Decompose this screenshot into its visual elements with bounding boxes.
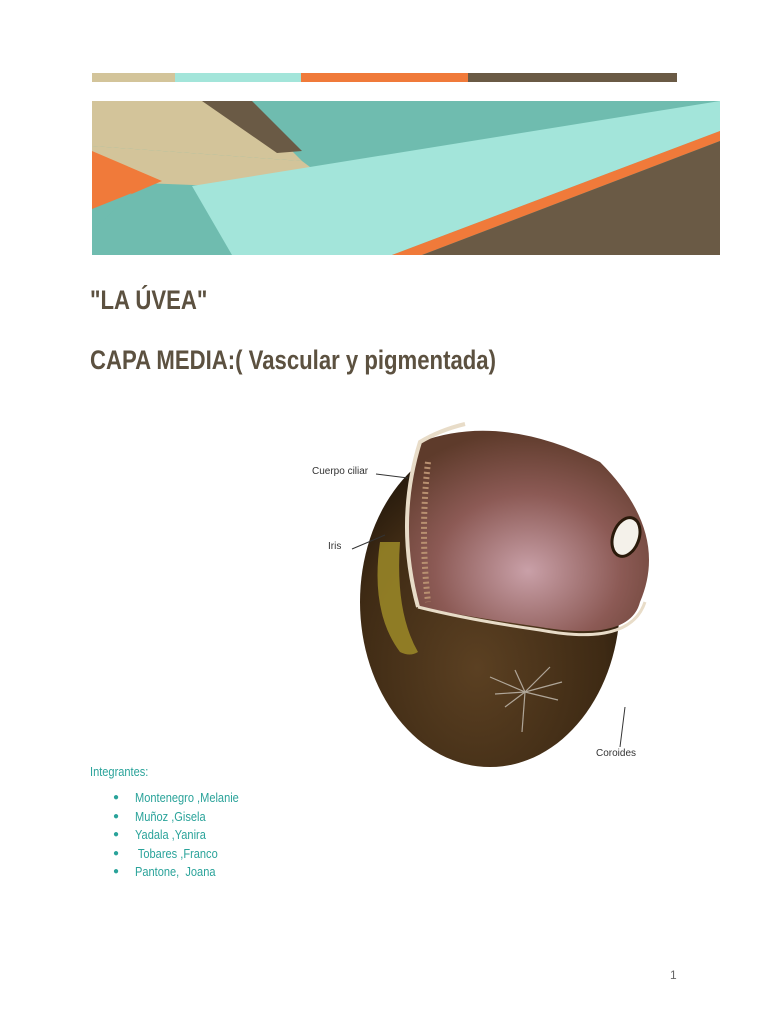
header-banner bbox=[92, 101, 720, 255]
label-iris: Iris bbox=[328, 541, 342, 552]
list-item: ● Pantone, Joana bbox=[113, 863, 257, 882]
members-list bbox=[113, 789, 257, 882]
list-item: ● Montenegro ,Melanie bbox=[113, 789, 257, 808]
bullet-icon: ● bbox=[113, 792, 120, 803]
bullet-icon: ● bbox=[113, 810, 120, 822]
bullet-icon: ● bbox=[113, 866, 120, 877]
stripe-brown bbox=[468, 73, 677, 82]
stripe-tan bbox=[92, 73, 175, 82]
uvea-figure bbox=[300, 402, 660, 772]
page-number: 1 bbox=[670, 968, 677, 982]
document-subtitle: CAPA MEDIA:( Vascular y pigmentada) bbox=[90, 345, 496, 375]
stripe-mint bbox=[175, 73, 301, 82]
members-heading: Integrantes: bbox=[90, 764, 149, 779]
document-title: "LA ÚVEA" bbox=[90, 285, 208, 315]
list-item: ● Yadala ,Yanira bbox=[113, 826, 257, 845]
leader-ciliary bbox=[376, 474, 408, 478]
bullet-icon: ● bbox=[113, 829, 120, 840]
eye-illustration bbox=[300, 402, 660, 772]
leader-choroid bbox=[620, 707, 625, 747]
header-color-stripe bbox=[92, 73, 677, 82]
list-item: ● Muñoz ,Gisela bbox=[113, 808, 257, 827]
inner-cavity bbox=[407, 431, 649, 631]
bullet-icon: ● bbox=[113, 847, 120, 859]
label-choroid: Coroides bbox=[596, 748, 637, 759]
list-item: ● Tobares ,Franco bbox=[113, 845, 257, 864]
stripe-orange bbox=[301, 73, 468, 82]
label-ciliary-body: Cuerpo ciliar bbox=[312, 466, 369, 477]
